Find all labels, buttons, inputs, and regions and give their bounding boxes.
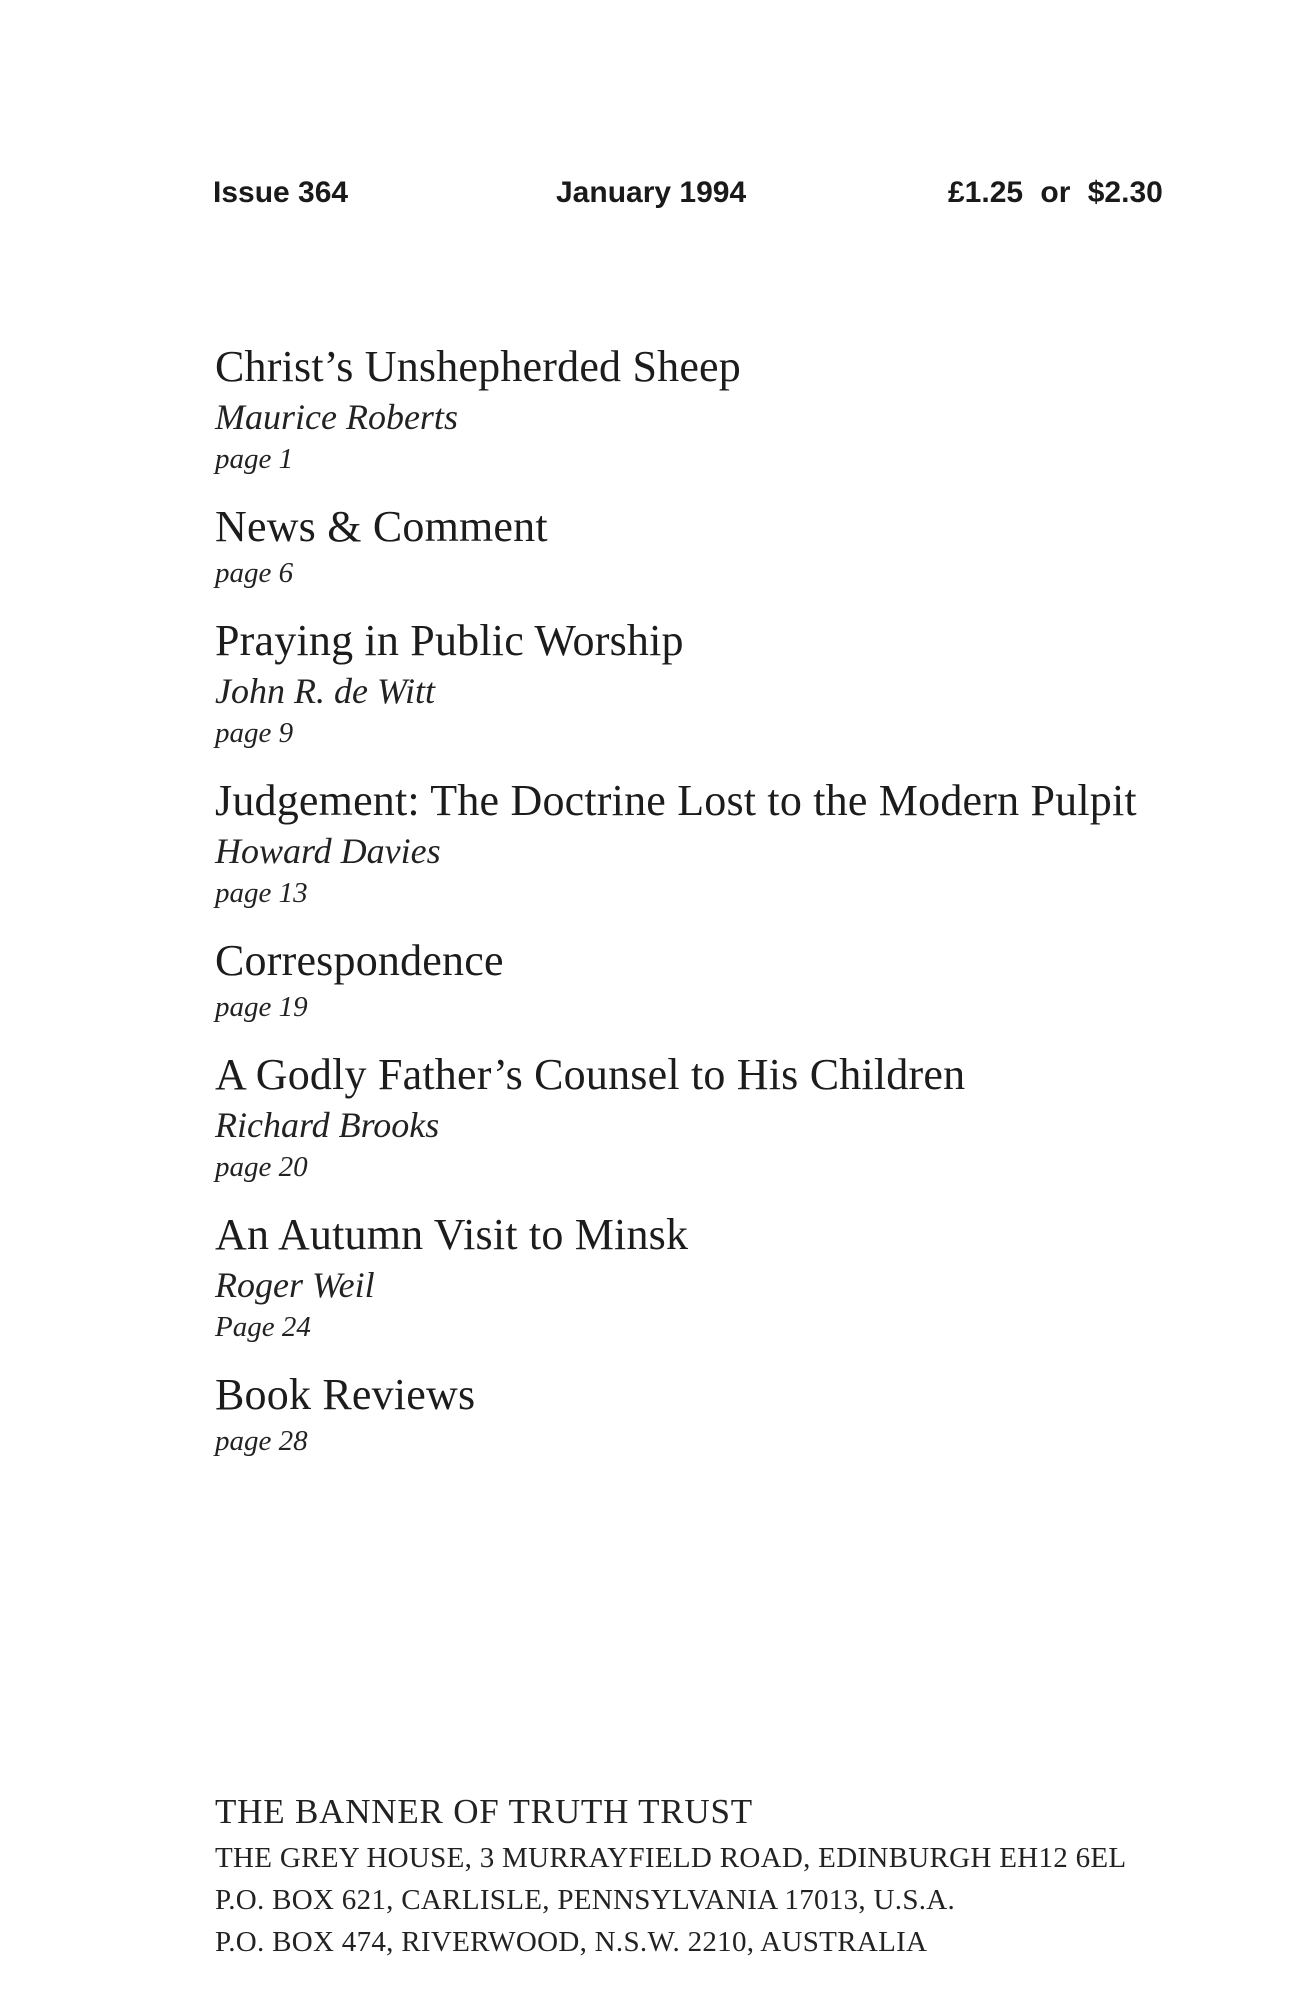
article-title: News & Comment — [215, 502, 548, 551]
article-page-number: page 1 — [215, 443, 294, 475]
article-page-number: Page 24 — [215, 1311, 311, 1343]
article-author: Richard Brooks — [215, 1105, 440, 1145]
toc-entry — [215, 1048, 1215, 1186]
article-author: Maurice Roberts — [215, 397, 458, 437]
article-author: Roger Weil — [215, 1265, 375, 1305]
toc-entry — [215, 1208, 1215, 1346]
toc-entry — [215, 340, 1215, 478]
article-page-number: page 9 — [215, 717, 294, 749]
article-title: Book Reviews — [215, 1370, 476, 1419]
toc-entry — [215, 934, 1215, 1026]
article-author: Howard Davies — [215, 831, 441, 871]
toc-entry — [215, 774, 1215, 912]
article-page-number: page 13 — [215, 877, 308, 909]
issue-number: Issue 364 — [213, 176, 349, 209]
toc-entry — [215, 1368, 1215, 1460]
issue-price: £1.25 or $2.30 — [948, 176, 1163, 209]
article-title: A Godly Father’s Counsel to His Children — [215, 1050, 966, 1099]
article-page-number: page 20 — [215, 1151, 308, 1183]
toc-entry — [215, 614, 1215, 752]
article-author: John R. de Witt — [215, 671, 435, 711]
table-of-contents — [215, 340, 1215, 1482]
publisher-block — [215, 1790, 1235, 1963]
publisher-address-australia: P.O. BOX 474, RIVERWOOD, N.S.W. 2210, AUSTRALIA — [215, 1926, 928, 1958]
article-page-number: page 28 — [215, 1425, 308, 1457]
article-title: Judgement: The Doctrine Lost to the Modern Pulpit — [215, 776, 1137, 825]
article-page-number: page 6 — [215, 557, 294, 589]
issue-date: January 1994 — [556, 176, 747, 209]
article-page-number: page 19 — [215, 991, 308, 1023]
publisher-name: THE BANNER OF TRUTH TRUST — [215, 1792, 753, 1831]
article-title: Praying in Public Worship — [215, 616, 684, 665]
article-title: Correspondence — [215, 936, 504, 985]
article-title: Christ’s Unshepherded Sheep — [215, 342, 741, 391]
publisher-address-edinburgh: THE GREY HOUSE, 3 MURRAYFIELD ROAD, EDINBURGH EH12 6EL — [215, 1842, 1127, 1874]
toc-entry — [215, 500, 1215, 592]
publisher-address-usa: P.O. BOX 621, CARLISLE, PENNSYLVANIA 17013, U.S.A. — [215, 1884, 956, 1916]
article-title: An Autumn Visit to Minsk — [215, 1210, 689, 1259]
